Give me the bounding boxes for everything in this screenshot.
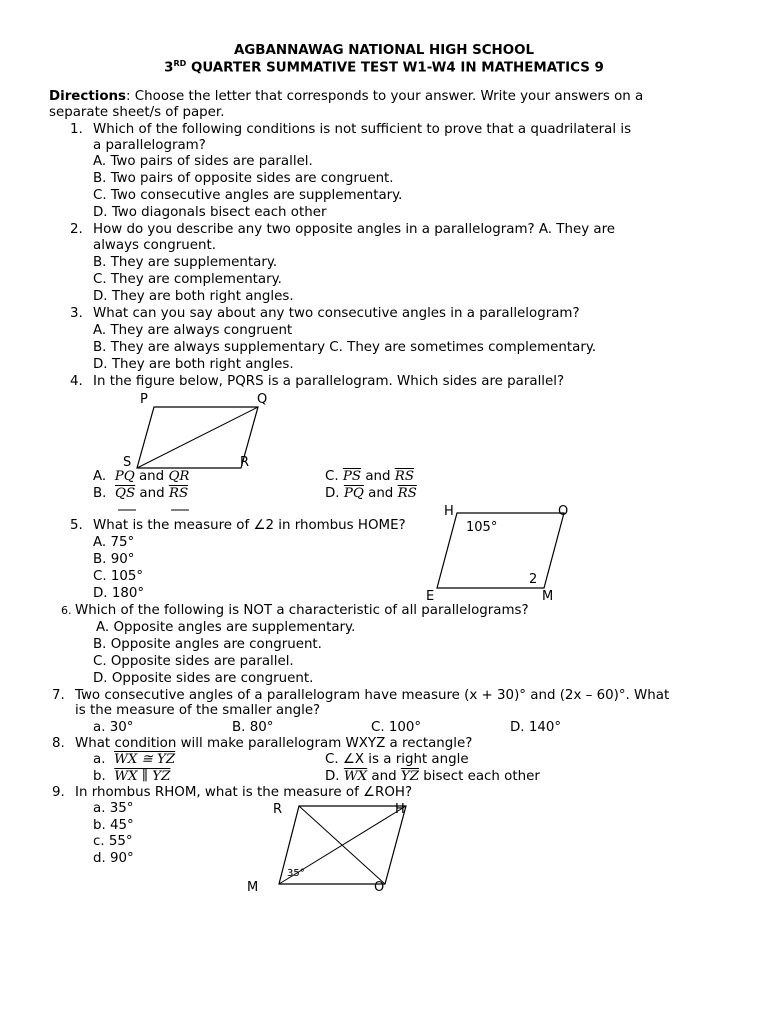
q4-option-c-letter: C. (325, 469, 339, 484)
q4-option-d-side-1: $\overline{PQ}$ (343, 486, 364, 501)
q1-option-c: C. Two consecutive angles are supplementary. (93, 188, 403, 203)
home-angle-2: 2 (529, 572, 538, 587)
q4-option-c-and: and (365, 469, 391, 484)
q4-option-a-and: and (138, 469, 165, 484)
q5-option-b: B. 90° (93, 552, 135, 567)
q9-number: 9. (52, 785, 65, 800)
q2-option-c: C. They are complementary. (93, 272, 282, 287)
q7-number: 7. (52, 688, 65, 703)
q6-stem: Which of the following is NOT a characteristic of all parallelograms? (75, 603, 529, 618)
q8-option-a-expr: WX ≅ YZ (113, 752, 176, 767)
test-title-rest: QUARTER SUMMATIVE TEST W1-W4 IN MATHEMATICS 9 (186, 60, 604, 76)
q5-option-a: A. 75° (93, 535, 135, 550)
rhom-label-m: M (247, 880, 259, 895)
school-name: AGBANNAWAG NATIONAL HIGH SCHOOL (233, 43, 535, 58)
pqrs-label-q: Q (257, 392, 268, 407)
pqrs-label-r: R (240, 455, 250, 470)
q9-option-a: a. 35° (93, 801, 134, 816)
q6-option-b: B. Opposite angles are congruent. (93, 637, 322, 652)
q8-option-d-letter: D. (325, 769, 340, 784)
test-title-prefix: 3 (164, 60, 174, 76)
q4-number: 4. (70, 374, 83, 389)
q8-option-d-and: and (371, 769, 397, 784)
q4-option-b-letter: B. (93, 486, 107, 501)
directions-line-2: separate sheet/s of paper. (49, 105, 225, 120)
q3-option-d: D. They are both right angles. (93, 357, 294, 372)
q9-stem: In rhombus RHOM, what is the measure of ∠ROH? (75, 785, 413, 800)
q8-number: 8. (52, 736, 65, 751)
home-label-m: M (542, 589, 554, 604)
q2-stem-2: always congruent. (93, 238, 217, 253)
rhom-label-o: O (374, 880, 385, 895)
q6-option-c: C. Opposite sides are parallel. (93, 654, 294, 669)
q3-option-b: B. They are always supplementary C. They are sometimes complementary. (93, 340, 597, 355)
directions-text: : Choose the letter that corresponds to your answer. Write your answers on a (126, 89, 644, 104)
q4-option-b-side-1: $\overline{QS}$ (114, 486, 136, 501)
test-title-sup: RD (173, 59, 187, 68)
q7-option-d: D. 140° (510, 720, 562, 735)
q4-option-d-side-2: $\overline{RS}$ (397, 486, 417, 501)
q3-option-a: A. They are always congruent (93, 323, 293, 338)
q8-option-d-rest: bisect each other (423, 769, 540, 784)
q5-number: 5. (70, 518, 83, 533)
q5-option-c: C. 105° (93, 569, 144, 584)
q1-number: 1. (70, 122, 83, 137)
q4-option-c-side-1: $\overline{PS}$ (342, 469, 362, 484)
q9-option-d: d. 90° (93, 851, 134, 866)
q5-stem: What is the measure of ∠2 in rhombus HOME? (93, 518, 406, 533)
q7-option-a: a. 30° (93, 720, 134, 735)
q1-option-d: D. Two diagonals bisect each other (93, 205, 327, 220)
q5-option-d: D. 180° (93, 586, 145, 601)
q4-option-a-letter: A. (93, 469, 107, 484)
q8-option-d-side-1: $\overline{WX}$ (343, 769, 368, 784)
q8-option-a-letter: a. (93, 752, 106, 767)
q2-stem-1: How do you describe any two opposite angles in a parallelogram? A. They are (93, 222, 616, 237)
q7-stem-2: is the measure of the smaller angle? (75, 703, 321, 718)
q8-option-d-side-2: $\overline{YZ}$ (400, 769, 420, 784)
directions-label: Directions (49, 89, 127, 104)
q4-option-b-and: and (139, 486, 165, 501)
q4-option-b-side-2: $\overline{RS}$ (168, 486, 189, 501)
q8-option-b-letter: b. (93, 769, 106, 784)
q8-option-c: C. ∠X is a right angle (325, 752, 469, 767)
rhom-label-r: R (273, 802, 283, 817)
q6-option-a: A. Opposite angles are supplementary. (96, 620, 356, 635)
q1-stem-1: Which of the following conditions is not sufficient to prove that a quadrilateral is (93, 122, 632, 137)
q4-option-a-side-1: PQ (114, 469, 135, 484)
q2-number: 2. (70, 222, 83, 237)
rhom-angle-35: 35° (287, 868, 305, 879)
pqrs-label-s: S (123, 455, 132, 470)
q7-option-b: B. 80° (232, 720, 274, 735)
q9-option-b: b. 45° (93, 818, 134, 833)
q4-stem: In the figure below, PQRS is a parallelogram. Which sides are parallel? (93, 374, 565, 389)
q1-stem-2: a parallelogram? (93, 138, 206, 153)
q3-number: 3. (70, 306, 83, 321)
q2-option-d: D. They are both right angles. (93, 289, 294, 304)
q7-stem-1: Two consecutive angles of a parallelogram have measure (x + 30)° and (2x – 60)°. What (75, 688, 670, 703)
q9-option-c: c. 55° (93, 834, 133, 849)
q4-option-d-letter: D. (325, 486, 340, 501)
q4-option-a-side-2: QR (168, 469, 190, 484)
q6-option-d: D. Opposite sides are congruent. (93, 671, 314, 686)
home-label-e: E (426, 589, 435, 604)
q8-option-b-expr: WX ∥ YZ (114, 769, 171, 784)
q4-option-c-side-2: $\overline{RS}$ (394, 469, 415, 484)
q8-stem: What condition will make parallelogram WXYZ a rectangle? (75, 736, 473, 751)
q1-option-a: A. Two pairs of sides are parallel. (93, 154, 313, 169)
pqrs-label-p: P (140, 392, 148, 407)
home-label-h: H (444, 504, 454, 519)
q2-option-b: B. They are supplementary. (93, 255, 278, 270)
q3-stem: What can you say about any two consecutive angles in a parallelogram? (93, 306, 580, 321)
rhom-label-h: H (395, 802, 405, 817)
home-label-o: O (558, 504, 569, 519)
q1-option-b: B. Two pairs of opposite sides are congruent. (93, 171, 394, 186)
home-angle-105: 105° (466, 520, 498, 535)
q7-option-c: C. 100° (371, 720, 422, 735)
q6-number: 6. (61, 604, 72, 617)
q4-option-d-and: and (368, 486, 394, 501)
